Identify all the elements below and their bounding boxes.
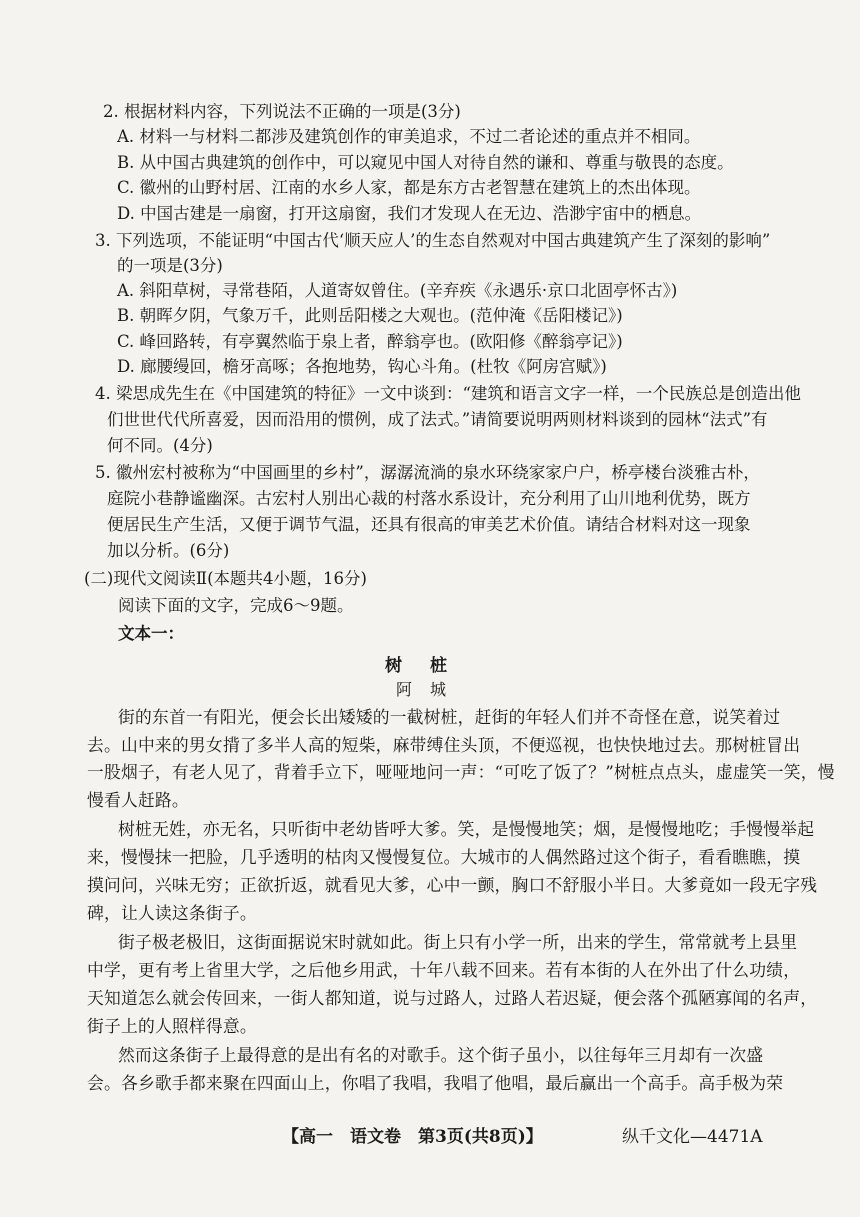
q5-line2: 庭院小巷静谧幽深。古宏村人别出心裁的村落水系设计，充分利用了山川地利优势，既方: [107, 489, 751, 508]
story-p3-line: 街子上的人照样得意。: [87, 1016, 257, 1036]
q5-line4: 加以分析。(6分): [107, 541, 230, 560]
q5-line1: 5. 徽州宏村被称为“中国画里的乡村”，潺潺流淌的泉水环绕家家户户，桥亭楼台淡雅古朴，: [95, 463, 760, 482]
q3-stem-line1: 3. 下列选项，不能证明“中国古代‘顺天应人’的生态自然观对中国古典建筑产生了深刻的影响”: [95, 231, 771, 250]
q4-line2: 们世世代代所喜爱，因而沿用的惯例，成了法式。”请简要说明两则材料谈到的园林“法式”有: [107, 410, 768, 429]
q5-line3: 便居民生产生活，又便于调节气温，还具有很高的审美艺术价值。请结合材料对这一现象: [107, 515, 751, 534]
page-footer-code: 纵千文化—4471A: [622, 1127, 763, 1147]
story-p1-line: 慢看人赶路。: [87, 790, 189, 810]
story-p3-line: 中学，更有考上省里大学，之后他乡用武，十年八载不回来。若有本街的人在外出了什么功绩，: [87, 960, 801, 980]
story-p1-line: 去。山中来的男女揹了多半人高的短柴，麻带缚住头顶，不便巡视，也快快地过去。那树桩冒出: [87, 735, 801, 755]
q3-stem-line2: 的一项是(3分): [117, 256, 223, 275]
story-p1-line: 街的东首一有阳光，便会长出矮矮的一截树桩，赶街的年轻人们并不奇怪在意，说笑着过: [118, 707, 781, 727]
story-p3-line: 街子极老极旧，这街面据说宋时就如此。街上只有小学一所，出来的学生，常常就考上县里: [118, 932, 798, 952]
q2-stem: 2. 根据材料内容，下列说法不正确的一项是(3分): [103, 102, 461, 121]
q3-option-d: D. 廊腰缦回，檐牙高啄；各抱地势，钩心斗角。(杜牧《阿房宫赋》): [117, 357, 607, 376]
text-one-label: 文本一：: [118, 624, 184, 643]
story-p2-line: 来，慢慢抹一把脸，几乎透明的枯肉又慢慢复位。大城市的人偶然路过这个街子，看看瞧瞧，摸: [87, 847, 801, 867]
q2-option-d: D. 中国古建是一扇窗，打开这扇窗，我们才发现人在无边、浩渺宇宙中的栖息。: [117, 204, 702, 223]
story-p2-line: 摸问问，兴味无穷；正欲折返，就看见大爹，心中一颤，胸口不舒服小半日。大爹竟如一段无字残: [87, 875, 818, 895]
page-footer-info: 【高一 语文卷 第3页(共8页)】: [282, 1127, 543, 1147]
q3-option-c: C. 峰回路转，有亭翼然临于泉上者，醉翁亭也。(欧阳修《醉翁亭记》): [117, 332, 623, 351]
q4-line1: 4. 梁思成先生在《中国建筑的特征》一文中谈到：“建筑和语言文字一样，一个民族总是创造出他: [95, 384, 801, 403]
q2-option-c: C. 徽州的山野村居、江南的水乡人家，都是东方古老智慧在建筑上的杰出体现。: [117, 178, 701, 197]
q3-option-b: B. 朝晖夕阴，气象万千，此则岳阳楼之大观也。(范仲淹《岳阳楼记》): [117, 306, 623, 325]
section-instruction: 阅读下面的文字，完成6～9题。: [118, 596, 354, 615]
story-p4-line: 然而这条街子上最得意的是出有名的对歌手。这个街子虽小，以往每年三月却有一次盛: [118, 1045, 764, 1065]
q3-option-a: A. 斜阳草树，寻常巷陌，人道寄奴曾住。(辛弃疾《永遇乐·京口北固亭怀古》): [117, 281, 678, 300]
story-title: 树桩: [385, 656, 475, 676]
story-p4-line: 会。各乡歌手都来聚在四面山上，你唱了我唱，我唱了他唱，最后赢出一个高手。高手极为荣: [87, 1073, 784, 1093]
story-p1-line: 一股烟子，有老人见了，背着手立下，哑哑地问一声：“可吃了饭了？”树桩点点头，虚虚笑一笑，慢: [87, 762, 835, 782]
story-author: 阿城: [395, 680, 464, 699]
story-p2-line: 树桩无姓，亦无名，只听街中老幼皆呼大爹。笑，是慢慢地笑；烟，是慢慢地吃；手慢慢举起: [118, 819, 815, 839]
section-heading: (二)现代文阅读Ⅱ(本题共4小题，16分): [84, 569, 367, 588]
story-p3-line: 天知道怎么就会传回来，一街人都知道，说与过路人，过路人若迟疑，便会落个孤陋寡闻的名声，: [87, 988, 818, 1008]
q2-option-b: B. 从中国古典建筑的创作中，可以窥见中国人对待自然的谦和、尊重与敬畏的态度。: [117, 153, 734, 172]
q2-option-a: A. 材料一与材料二都涉及建筑创作的审美追求，不过二者论述的重点并不相同。: [117, 127, 701, 146]
q4-line3: 何不同。(4分): [107, 436, 213, 455]
story-p2-line: 碑，让人读这条街子。: [87, 903, 257, 923]
